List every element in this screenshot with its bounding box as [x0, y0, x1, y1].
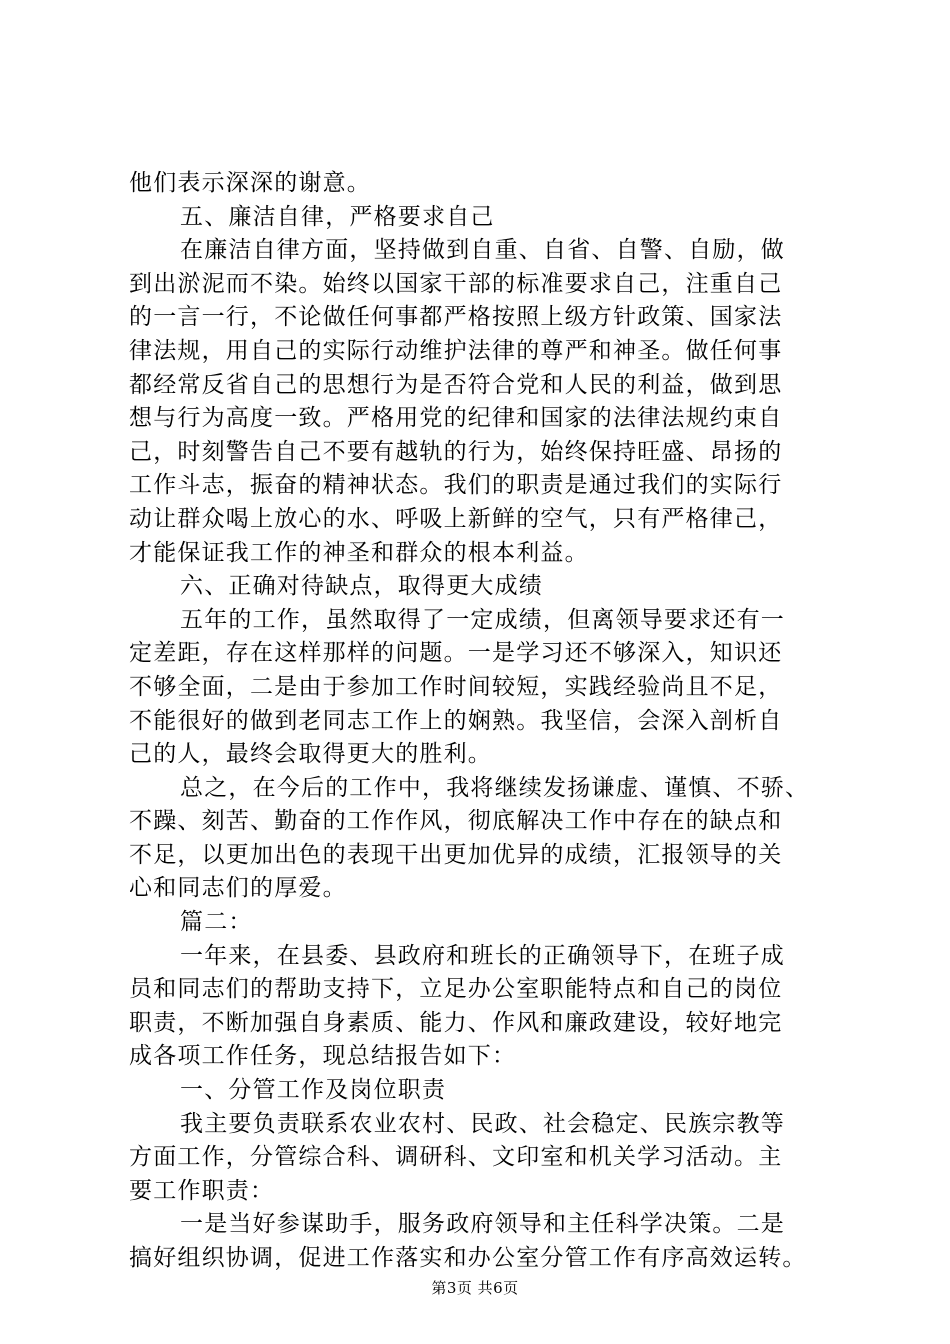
- text-line: 定差距，存在这样那样的问题。一是学习还不够深入，知识还: [129, 640, 783, 667]
- text-line: 五年的工作，虽然取得了一定成绩，但离领导要求还有一: [180, 606, 785, 633]
- text-line: 我主要负责联系农业农村、民政、社会稳定、民族宗教等: [180, 1110, 785, 1137]
- text-line: 工作斗志，振奋的精神状态。我们的职责是通过我们的实际行: [129, 472, 783, 499]
- text-line: 方面工作，分管综合科、调研科、文印室和机关学习活动。主: [129, 1144, 783, 1171]
- text-line: 己的人，最终会取得更大的胜利。: [129, 741, 492, 768]
- text-line: 不够全面，二是由于参加工作时间较短，实践经验尚且不足，: [129, 673, 783, 700]
- text-line: 成各项工作任务，现总结报告如下：: [129, 1043, 517, 1070]
- text-line: 员和同志们的帮助支持下，立足办公室职能特点和自己的岗位: [129, 976, 783, 1003]
- text-line: 职责，不断加强自身素质、能力、作风和廉政建设，较好地完: [129, 1009, 783, 1036]
- text-line: 的一言一行，不论做任何事都严格按照上级方针政策、国家法: [129, 304, 783, 331]
- text-line: 一是当好参谋助手，服务政府领导和主任科学决策。二是: [180, 1211, 785, 1238]
- text-line: 一年来，在县委、县政府和班长的正确领导下，在班子成: [180, 942, 785, 969]
- page-footer: [0, 1278, 950, 1298]
- text-line: 不躁、刻苦、勤奋的工作作风，彻底解决工作中存在的缺点和: [129, 808, 783, 835]
- text-line: 篇二：: [180, 909, 253, 936]
- text-line: 到出淤泥而不染。始终以国家干部的标准要求自己，注重自己: [129, 270, 783, 297]
- text-line: 五、廉洁自律，严格要求自己: [180, 203, 495, 230]
- text-line: 要工作职责：: [129, 1177, 275, 1204]
- text-line: 动让群众喝上放心的水、呼吸上新鲜的空气，只有严格律己，: [129, 505, 783, 532]
- text-line: 都经常反省自己的思想行为是否符合党和人民的利益，做到思: [129, 371, 783, 398]
- text-line: 他们表示深深的谢意。: [129, 170, 371, 196]
- text-line: 己，时刻警告自己不要有越轨的行为，始终保持旺盛、昂扬的: [129, 438, 783, 465]
- text-line: 一、分管工作及岗位职责: [180, 1077, 447, 1104]
- text-line: 六、正确对待缺点，取得更大成绩: [180, 573, 543, 600]
- document-body: [129, 167, 835, 1276]
- text-line: 想与行为高度一致。严格用党的纪律和国家的法律法规约束自: [129, 405, 783, 432]
- text-line: 总之，在今后的工作中，我将继续发扬谦虚、谨慎、不骄、: [180, 774, 810, 801]
- text-line: 才能保证我工作的神圣和群众的根本利益。: [129, 539, 589, 566]
- text-line: 不足，以更加出色的表现干出更加优异的成绩，汇报领导的关: [129, 841, 783, 868]
- text-line: 律法规，用自己的实际行动维护法律的尊严和神圣。做任何事: [129, 337, 783, 364]
- text-line: 在廉洁自律方面，坚持做到自重、自省、自警、自励，做: [180, 237, 785, 264]
- text-line: 不能很好的做到老同志工作上的娴熟。我坚信，会深入剖析自: [129, 707, 783, 734]
- page-number-label: 第3页 共6页: [431, 1279, 519, 1297]
- text-line: 心和同志们的厚爱。: [129, 875, 347, 902]
- text-line: 搞好组织协调，促进工作落实和办公室分管工作有序高效运转。: [129, 1245, 807, 1271]
